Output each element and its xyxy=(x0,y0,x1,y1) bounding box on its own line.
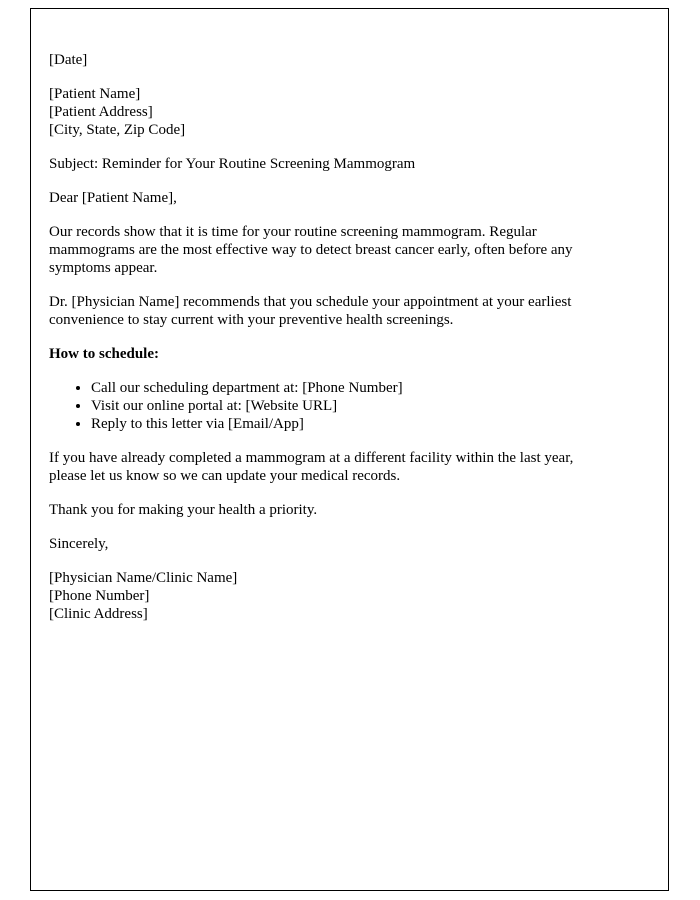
schedule-option-reply: • Reply to this letter via [Email/App] xyxy=(91,415,613,433)
signoff: Sincerely, xyxy=(49,536,109,552)
date-placeholder: [Date] xyxy=(49,52,88,68)
subject-line: Subject: Reminder for Your Routine Screening Mammogram xyxy=(49,156,416,172)
schedule-heading: How to schedule: xyxy=(49,346,159,362)
closing-paragraph-2: Thank you for making your health a priority. xyxy=(49,502,318,518)
schedule-option-phone: • Call our scheduling department at: [Phone Number] xyxy=(91,379,613,397)
schedule-options-list xyxy=(49,379,613,433)
body-paragraph-2: Dr. [Physician Name] recommends that you schedule your appointment at your earliest convenience to stay current with your preventive health screenings. xyxy=(49,294,572,328)
salutation: Dear [Patient Name], xyxy=(49,190,177,206)
recipient-name: [Patient Name] xyxy=(49,86,141,102)
body-paragraph-1: Our records show that it is time for your routine screening mammogram. Regular mammograms are the most effective way to detect breast cancer early, often before any symptoms appear. xyxy=(49,224,573,276)
signature-block xyxy=(49,569,613,623)
closing-paragraph-1: If you have already completed a mammogram at a different facility within the last year, please let us know so we can update your medical records. xyxy=(49,450,574,484)
signature-phone: [Phone Number] xyxy=(49,588,150,604)
signature-clinic-address: [Clinic Address] xyxy=(49,606,148,622)
signature-physician-clinic: [Physician Name/Clinic Name] xyxy=(49,570,238,586)
schedule-option-portal: • Visit our online portal at: [Website URL] xyxy=(91,397,613,415)
letter-page xyxy=(30,8,669,891)
recipient-address-block xyxy=(49,85,613,139)
recipient-address: [Patient Address] xyxy=(49,104,153,120)
recipient-city-state-zip: [City, State, Zip Code] xyxy=(49,122,186,138)
